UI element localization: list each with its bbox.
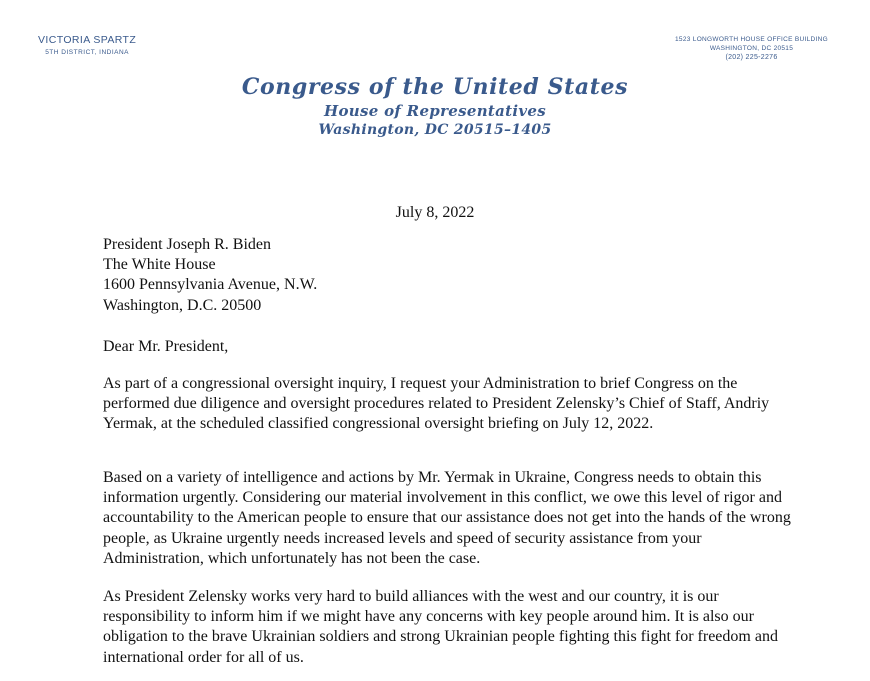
seal-house: House of Representatives [324,102,546,120]
salutation: Dear Mr. President, [103,338,229,355]
office-address-line2: WASHINGTON, DC 20515 [709,45,794,52]
seal-city: Washington, DC 20515–1405 [318,122,552,138]
recipient-line: President Joseph R. Biden [103,236,271,253]
office-address-line1: 1523 LONGWORTH HOUSE OFFICE BUILDING [675,36,828,43]
recipient-line: Washington, D.C. 20500 [103,296,262,314]
seal-congress: Congress of the United States [241,74,629,100]
recipient-line: The White House [103,256,216,274]
office-phone: (202) 225-2276 [725,54,778,61]
letter-date: July 8, 2022 [395,204,475,221]
letterhead-seal [0,74,870,138]
letterhead-right [675,35,828,62]
member-district: 5TH DISTRICT, INDIANA [45,49,129,56]
paragraph-text: As President Zelensky works very hard to build alliances with the west and our country, it is our responsibility to inform him if we might have any concerns with key people around him. It is also our obligation to the brave Ukrainian soldiers and strong Ukrainian people fighting this fight for freedom and international order for all of us. [103,588,778,666]
recipient-address [103,235,803,316]
body-paragraph [103,587,803,668]
member-name: VICTORIA SPARTZ [38,34,137,46]
paragraph-text: Based on a variety of intelligence and actions by Mr. Yermak in Ukraine, Congress needs to obtain this information urgently. Considering our material involvement in this conflict, we owe this level of rigor and accountability to the American people to ensure that our assistance does not get into the hands of the wrong people, as Ukraine urgently needs increased levels and speed of security assistance from your Administration, which unfortunately has not been the case. [103,469,791,567]
body-paragraph [103,374,803,435]
letterhead-left [38,34,136,56]
recipient-line: 1600 Pennsylvania Avenue, N.W. [103,276,318,294]
paragraph-text: As part of a congressional oversight inquiry, I request your Administration to brief Congress on the performed due diligence and oversight procedures related to President Zelensky’s Chief of Staff, Andriy Yermak, at the scheduled classified congressional oversight briefing on July 12, 2022. [103,375,770,433]
body-paragraph [103,468,803,569]
